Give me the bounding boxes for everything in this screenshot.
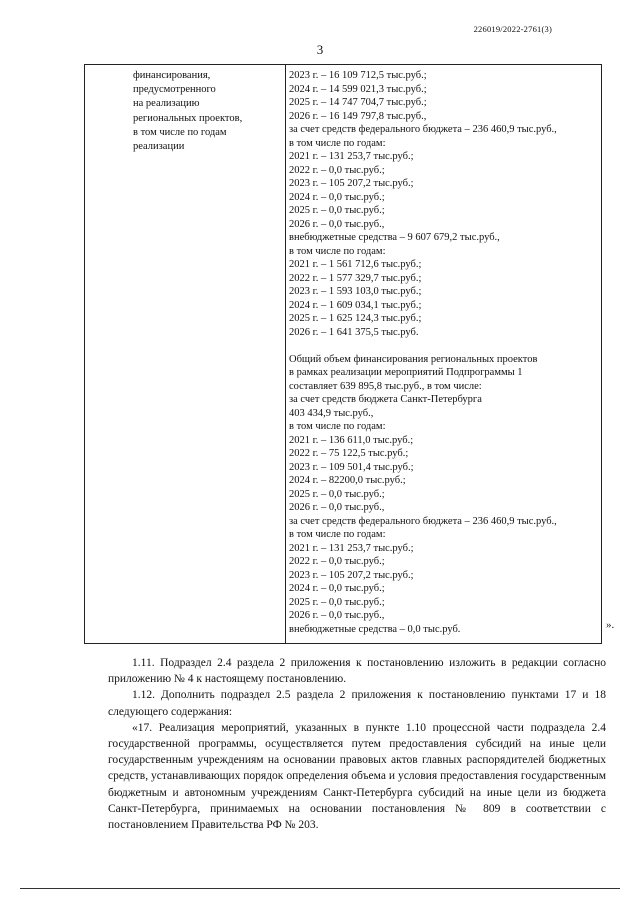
financing-line: 2022 г. – 0,0 тыс.руб.;	[289, 164, 385, 176]
financing-block-2	[289, 353, 601, 637]
document-id: 226019/2022-2761(3)	[473, 24, 552, 34]
page-number: 3	[316, 42, 324, 57]
paragraph-17: «17. Реализация мероприятий, указанных в пункте 1.10 процессной части подраздела 2.4 государственной программы, осуществляется путем предоставления субсидий на иные цели государственным учреждениям на основании правовых актов главных распорядителей бюджетных средств, устанавливающих порядок определения объема и условия предоставления государственным бюджетным и автономным учреждениям Санкт-Петербурга субсидий на иные цели из бюджета Санкт-Петербурга, принимаемых на основании постановления № 809 в соответствии с постановлением Правительства РФ № 203.	[108, 721, 606, 832]
financing-line: 2025 г. – 0,0 тыс.руб.;	[289, 488, 385, 500]
financing-line: 2021 г. – 136 611,0 тыс.руб.;	[289, 434, 414, 446]
paragraph-1-11: 1.11. Подраздел 2.4 раздела 2 приложения к постановлению изложить в редакции согласно приложению № 4 к настоящему постановлению.	[108, 657, 606, 686]
financing-line: 2021 г. – 131 253,7 тыс.руб.;	[289, 151, 414, 162]
financing-line: за счет средств федерального бюджета – 236 460,9 тыс.руб.,	[289, 515, 557, 527]
financing-line: 2025 г. – 0,0 тыс.руб.;	[289, 596, 385, 608]
financing-line: внебюджетные средства – 0,0 тыс.руб.	[289, 623, 461, 635]
financing-line: 2024 г. – 14 599 021,3 тыс.руб.;	[289, 83, 427, 95]
financing-line: в том числе по годам:	[289, 529, 386, 540]
financing-line: 2023 г. – 105 207,2 тыс.руб.;	[289, 178, 414, 189]
table-label-column	[85, 65, 286, 643]
financing-line: 2024 г. – 82200,0 тыс.руб.;	[289, 475, 406, 486]
financing-line: за счет средств бюджета Санкт-Петербурга	[289, 394, 482, 405]
financing-line: 2023 г. – 109 501,4 тыс.руб.;	[289, 461, 414, 473]
financing-block-1	[289, 69, 601, 339]
financing-line: в том числе по годам:	[289, 245, 386, 257]
financing-line: 2025 г. – 14 747 704,7 тыс.руб.;	[289, 97, 427, 108]
closing-quote: ».	[606, 619, 615, 631]
financing-line: 2024 г. – 0,0 тыс.руб.;	[289, 191, 385, 203]
financing-line: 2024 г. – 0,0 тыс.руб.;	[289, 583, 385, 594]
financing-line: в том числе по годам:	[289, 137, 386, 149]
table-label-line: реализации	[133, 141, 185, 153]
financing-line: 2021 г. – 131 253,7 тыс.руб.;	[289, 542, 414, 554]
table-label-line: региональных проектов,	[133, 112, 243, 124]
financing-line: 2026 г. – 16 149 797,8 тыс.руб.,	[289, 110, 427, 122]
financing-line: 2026 г. – 1 641 375,5 тыс.руб.	[289, 326, 419, 338]
financing-line: в том числе по годам:	[289, 421, 386, 432]
financing-line: 403 434,9 тыс.руб.,	[289, 407, 374, 419]
financing-line: 2025 г. – 0,0 тыс.руб.;	[289, 205, 385, 216]
financing-line: 2026 г. – 0,0 тыс.руб.,	[289, 502, 385, 513]
table-label-line: в том числе по годам	[133, 126, 227, 138]
financing-line: 2024 г. – 1 609 034,1 тыс.руб.;	[289, 299, 422, 311]
financing-line: составляет 639 895,8 тыс.руб., в том числе:	[289, 380, 482, 392]
financing-line: 2026 г. – 0,0 тыс.руб.,	[289, 610, 385, 621]
body-text	[108, 655, 606, 833]
financing-line: Общий объем финансирования региональных проектов	[289, 353, 538, 365]
financing-line: 2022 г. – 1 577 329,7 тыс.руб.;	[289, 272, 422, 284]
financing-line: в рамках реализации мероприятий Подпрограммы 1	[289, 367, 523, 378]
table-label-line: предусмотренного	[133, 84, 216, 96]
table-label-line: на реализацию	[133, 98, 200, 110]
financing-table	[84, 64, 602, 644]
financing-line: 2022 г. – 75 122,5 тыс.руб.;	[289, 448, 409, 459]
paragraph-1-12: 1.12. Дополнить подраздел 2.5 раздела 2 приложения к постановлению пунктами 17 и 18 следующего содержания:	[108, 689, 606, 718]
table-label-line: финансирования,	[133, 70, 211, 81]
table-value-column	[286, 65, 601, 647]
financing-line: за счет средств федерального бюджета – 236 460,9 тыс.руб.,	[289, 124, 557, 135]
financing-line: 2022 г. – 0,0 тыс.руб.;	[289, 556, 385, 567]
financing-line: 2023 г. – 16 109 712,5 тыс.руб.;	[289, 70, 427, 81]
financing-line: 2026 г. – 0,0 тыс.руб.,	[289, 218, 385, 230]
financing-line: внебюджетные средства – 9 607 679,2 тыс.руб.,	[289, 232, 500, 243]
financing-line: 2025 г. – 1 625 124,3 тыс.руб.;	[289, 313, 422, 324]
financing-line: 2023 г. – 105 207,2 тыс.руб.;	[289, 569, 414, 581]
financing-line: 2021 г. – 1 561 712,6 тыс.руб.;	[289, 259, 422, 270]
financing-line: 2023 г. – 1 593 103,0 тыс.руб.;	[289, 286, 422, 297]
footer-divider	[20, 888, 620, 889]
block-spacer	[289, 339, 601, 353]
